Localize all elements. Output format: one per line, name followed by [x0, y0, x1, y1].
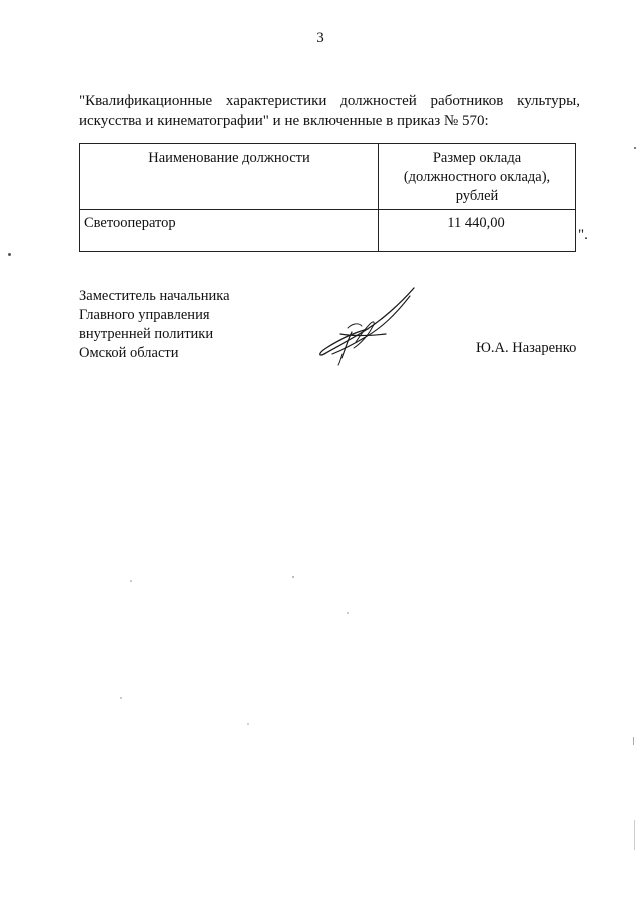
- scan-speck: [120, 697, 122, 699]
- scan-speck: [634, 820, 635, 850]
- scan-speck: [347, 612, 349, 614]
- scan-speck: [247, 723, 249, 725]
- cell-position: Светооператор: [80, 210, 379, 252]
- scan-speck: [8, 253, 11, 256]
- table-header-row: [80, 144, 576, 210]
- scan-speck: [130, 580, 132, 582]
- handwritten-signature: [312, 284, 422, 366]
- scan-speck: [292, 576, 294, 578]
- signatory-name: Ю.А. Назаренко: [476, 340, 577, 356]
- signatory-title: [79, 287, 230, 363]
- header-position: Наименование должности: [80, 144, 379, 210]
- signatory-title-line: внутренней политики: [79, 326, 214, 342]
- header-salary: Размер оклада (должностного оклада), рублей: [379, 144, 576, 210]
- intro-paragraph: "Квалификационные характеристики должностей работников культуры, искусства и кинематографии" и не включенные в приказ № 570:: [79, 93, 580, 129]
- scan-speck: [633, 737, 634, 745]
- scan-speck: [634, 147, 636, 149]
- closing-quote-mark: ".: [578, 227, 588, 243]
- signatory-title-line: Заместитель начальника: [79, 288, 230, 304]
- salary-table: [79, 143, 576, 252]
- table-row: [80, 210, 576, 252]
- signatory-title-line: Главного управления: [79, 307, 210, 323]
- cell-salary: 11 440,00: [379, 210, 576, 252]
- signatory-title-line: Омской области: [79, 345, 179, 361]
- page-number: 3: [316, 30, 324, 46]
